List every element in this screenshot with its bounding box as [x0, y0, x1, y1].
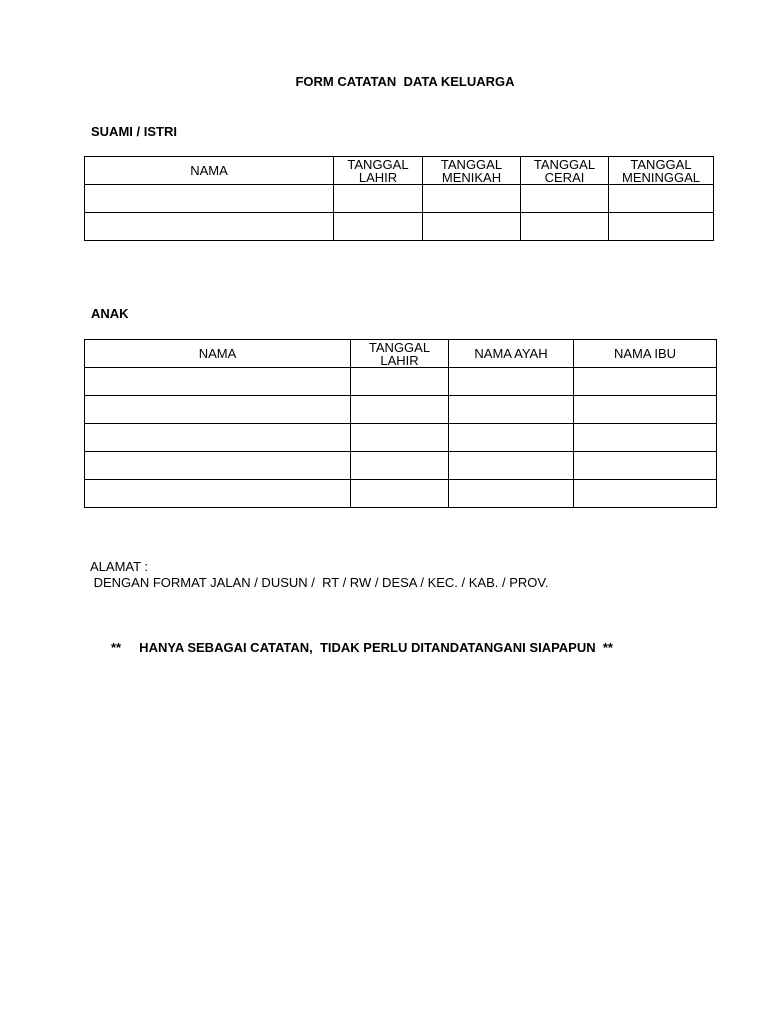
header-nama: NAMA	[85, 340, 351, 368]
section-label-anak: ANAK	[91, 306, 129, 321]
table-row	[85, 185, 714, 213]
cell-tanggal-cerai	[521, 213, 609, 241]
cell-nama-ayah	[449, 480, 574, 508]
cell-tanggal-meninggal	[609, 185, 714, 213]
table-anak	[84, 339, 717, 508]
cell-tanggal-lahir	[334, 185, 423, 213]
footer-note: ** HANYA SEBAGAI CATATAN, TIDAK PERLU DITANDATANGANI SIAPAPUN **	[111, 640, 613, 655]
form-title: FORM CATATAN DATA KELUARGA	[295, 74, 515, 89]
cell-nama-ayah	[449, 424, 574, 452]
alamat-format: DENGAN FORMAT JALAN / DUSUN / RT / RW / DESA / KEC. / KAB. / PROV.	[90, 575, 549, 590]
cell-nama-ibu	[574, 396, 717, 424]
alamat-label: ALAMAT :	[90, 559, 149, 574]
cell-nama-ibu	[574, 480, 717, 508]
cell-tanggal-lahir	[351, 480, 449, 508]
table-row	[85, 213, 714, 241]
cell-nama	[85, 452, 351, 480]
cell-tanggal-lahir	[351, 452, 449, 480]
cell-tanggal-menikah	[423, 185, 521, 213]
table-row	[85, 396, 717, 424]
header-nama-ibu: NAMA IBU	[574, 340, 717, 368]
table-header-row	[85, 340, 717, 368]
header-tanggal-cerai: TANGGAL CERAI	[521, 157, 609, 185]
header-nama-ayah: NAMA AYAH	[449, 340, 574, 368]
cell-tanggal-menikah	[423, 213, 521, 241]
header-tanggal-lahir: TANGGAL LAHIR	[334, 157, 423, 185]
cell-nama	[85, 185, 334, 213]
cell-tanggal-lahir	[351, 396, 449, 424]
cell-nama-ayah	[449, 452, 574, 480]
cell-nama-ayah	[449, 368, 574, 396]
cell-nama	[85, 396, 351, 424]
cell-nama	[85, 480, 351, 508]
table-row	[85, 480, 717, 508]
table-row	[85, 452, 717, 480]
table-row	[85, 424, 717, 452]
cell-nama	[85, 368, 351, 396]
cell-nama-ibu	[574, 424, 717, 452]
header-tanggal-menikah: TANGGAL MENIKAH	[423, 157, 521, 185]
cell-nama-ibu	[574, 452, 717, 480]
table-suami-istri	[84, 156, 714, 241]
cell-tanggal-lahir	[334, 213, 423, 241]
cell-tanggal-cerai	[521, 185, 609, 213]
cell-nama	[85, 424, 351, 452]
cell-nama-ayah	[449, 396, 574, 424]
cell-tanggal-lahir	[351, 368, 449, 396]
cell-nama-ibu	[574, 368, 717, 396]
table-row	[85, 368, 717, 396]
header-tanggal-meninggal: TANGGAL MENINGGAL	[609, 157, 714, 185]
cell-tanggal-meninggal	[609, 213, 714, 241]
section-label-suami-istri: SUAMI / ISTRI	[91, 124, 177, 139]
header-tanggal-lahir: TANGGAL LAHIR	[351, 340, 449, 368]
header-nama: NAMA	[85, 157, 334, 185]
cell-tanggal-lahir	[351, 424, 449, 452]
table-header-row	[85, 157, 714, 185]
cell-nama	[85, 213, 334, 241]
